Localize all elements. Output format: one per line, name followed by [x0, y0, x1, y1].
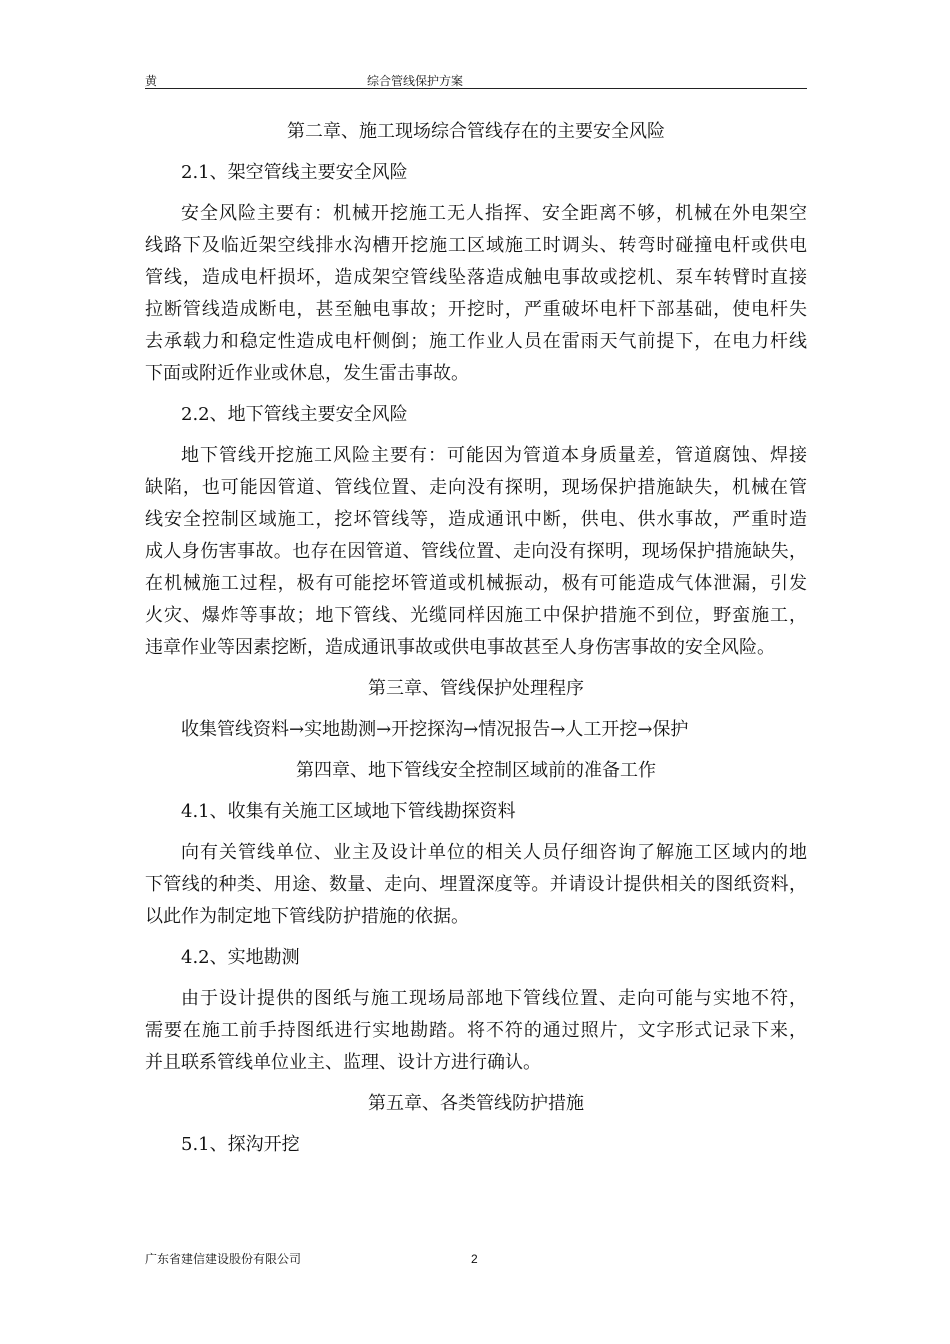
text-line: 在机械施工过程，极有可能挖坏管道或机械振动，极有可能造成气体泄漏，引发	[145, 573, 807, 594]
header-rule	[145, 88, 807, 89]
page-number: 2	[471, 1252, 478, 1266]
text-line: 去承载力和稳定性造成电杆侧倒；施工作业人员在雷雨天气前提下，在电力杆线	[145, 331, 807, 352]
text-line: 成人身伤害事故。也存在因管道、管线位置、走向没有探明，现场保护措施缺失，	[145, 541, 807, 562]
text-line: 以此作为制定地下管线防护措施的依据。	[145, 906, 469, 927]
text-line: 线安全控制区域施工，挖坏管线等，造成通讯中断，供电、供水事故，严重时造	[145, 509, 807, 530]
paragraph	[145, 440, 807, 664]
text-line: 下面或附近作业或休息，发生雷击事故。	[145, 363, 469, 384]
text-line: 下管线的种类、用途、数量、走向、埋置深度等。并请设计提供相关的图纸资料，	[145, 874, 807, 895]
chapter-heading	[145, 116, 807, 148]
text-line: 收集管线资料→实地勘测→开挖探沟→情况报告→人工开挖→保护	[181, 719, 689, 740]
page-header	[145, 74, 807, 88]
text-line: 第二章、施工现场综合管线存在的主要安全风险	[287, 121, 665, 142]
text-line: 并且联系管线单位业主、监理、设计方进行确认。	[145, 1052, 541, 1073]
chapter-heading	[145, 1088, 807, 1120]
text-line: 地下管线开挖施工风险主要有：可能因为管道本身质量差，管道腐蚀、焊接	[181, 445, 807, 466]
section-line	[145, 1129, 807, 1161]
paragraph	[145, 837, 807, 933]
text-line: 线路下及临近架空线排水沟槽开挖施工区域施工时调头、转弯时碰撞电杆或供电	[145, 235, 807, 256]
section-line	[145, 714, 807, 746]
text-line: 安全风险主要有：机械开挖施工无人指挥、安全距离不够，机械在外电架空	[181, 203, 807, 224]
paragraph	[145, 198, 807, 390]
section-line	[145, 942, 807, 974]
text-line: 向有关管线单位、业主及设计单位的相关人员仔细咨询了解施工区域内的地	[181, 842, 807, 863]
text-line: 4.2、实地勘测	[181, 947, 300, 968]
text-line: 由于设计提供的图纸与施工现场局部地下管线位置、走向可能与实地不符，	[181, 988, 807, 1009]
text-line: 5.1、探沟开挖	[181, 1134, 300, 1155]
paragraph	[145, 983, 807, 1079]
text-line: 火灾、爆炸等事故；地下管线、光缆同样因施工中保护措施不到位，野蛮施工，	[145, 605, 807, 626]
page-footer	[145, 1251, 807, 1267]
text-line: 4.1、收集有关施工区域地下管线勘探资料	[181, 801, 516, 822]
header-author: 黄	[145, 74, 158, 88]
chapter-heading	[145, 755, 807, 787]
text-line: 违章作业等因素挖断，造成通讯事故或供电事故甚至人身伤害事故的安全风险。	[145, 637, 775, 658]
text-line: 拉断管线造成断电，甚至触电事故；开挖时，严重破坏电杆下部基础，使电杆失	[145, 299, 807, 320]
text-line: 第四章、地下管线安全控制区域前的准备工作	[296, 760, 656, 781]
chapter-heading	[145, 673, 807, 705]
text-line: 管线，造成电杆损坏，造成架空管线坠落造成触电事故或挖机、泵车转臂时直接	[145, 267, 807, 288]
footer-company: 广东省建信建设股份有限公司	[145, 1252, 302, 1266]
text-line: 第三章、管线保护处理程序	[368, 678, 584, 699]
text-line: 2.1、架空管线主要安全风险	[181, 162, 408, 183]
header-title: 综合管线保护方案	[367, 74, 464, 88]
section-line	[145, 399, 807, 431]
section-line	[145, 796, 807, 828]
text-line: 缺陷，也可能因管道、管线位置、走向没有探明，现场保护措施缺失，机械在管	[145, 477, 807, 498]
document-body	[145, 116, 807, 1161]
text-line: 第五章、各类管线防护措施	[368, 1093, 584, 1114]
text-line: 需要在施工前手持图纸进行实地勘踏。将不符的通过照片，文字形式记录下来，	[145, 1020, 807, 1041]
section-line	[145, 157, 807, 189]
text-line: 2.2、地下管线主要安全风险	[181, 404, 408, 425]
